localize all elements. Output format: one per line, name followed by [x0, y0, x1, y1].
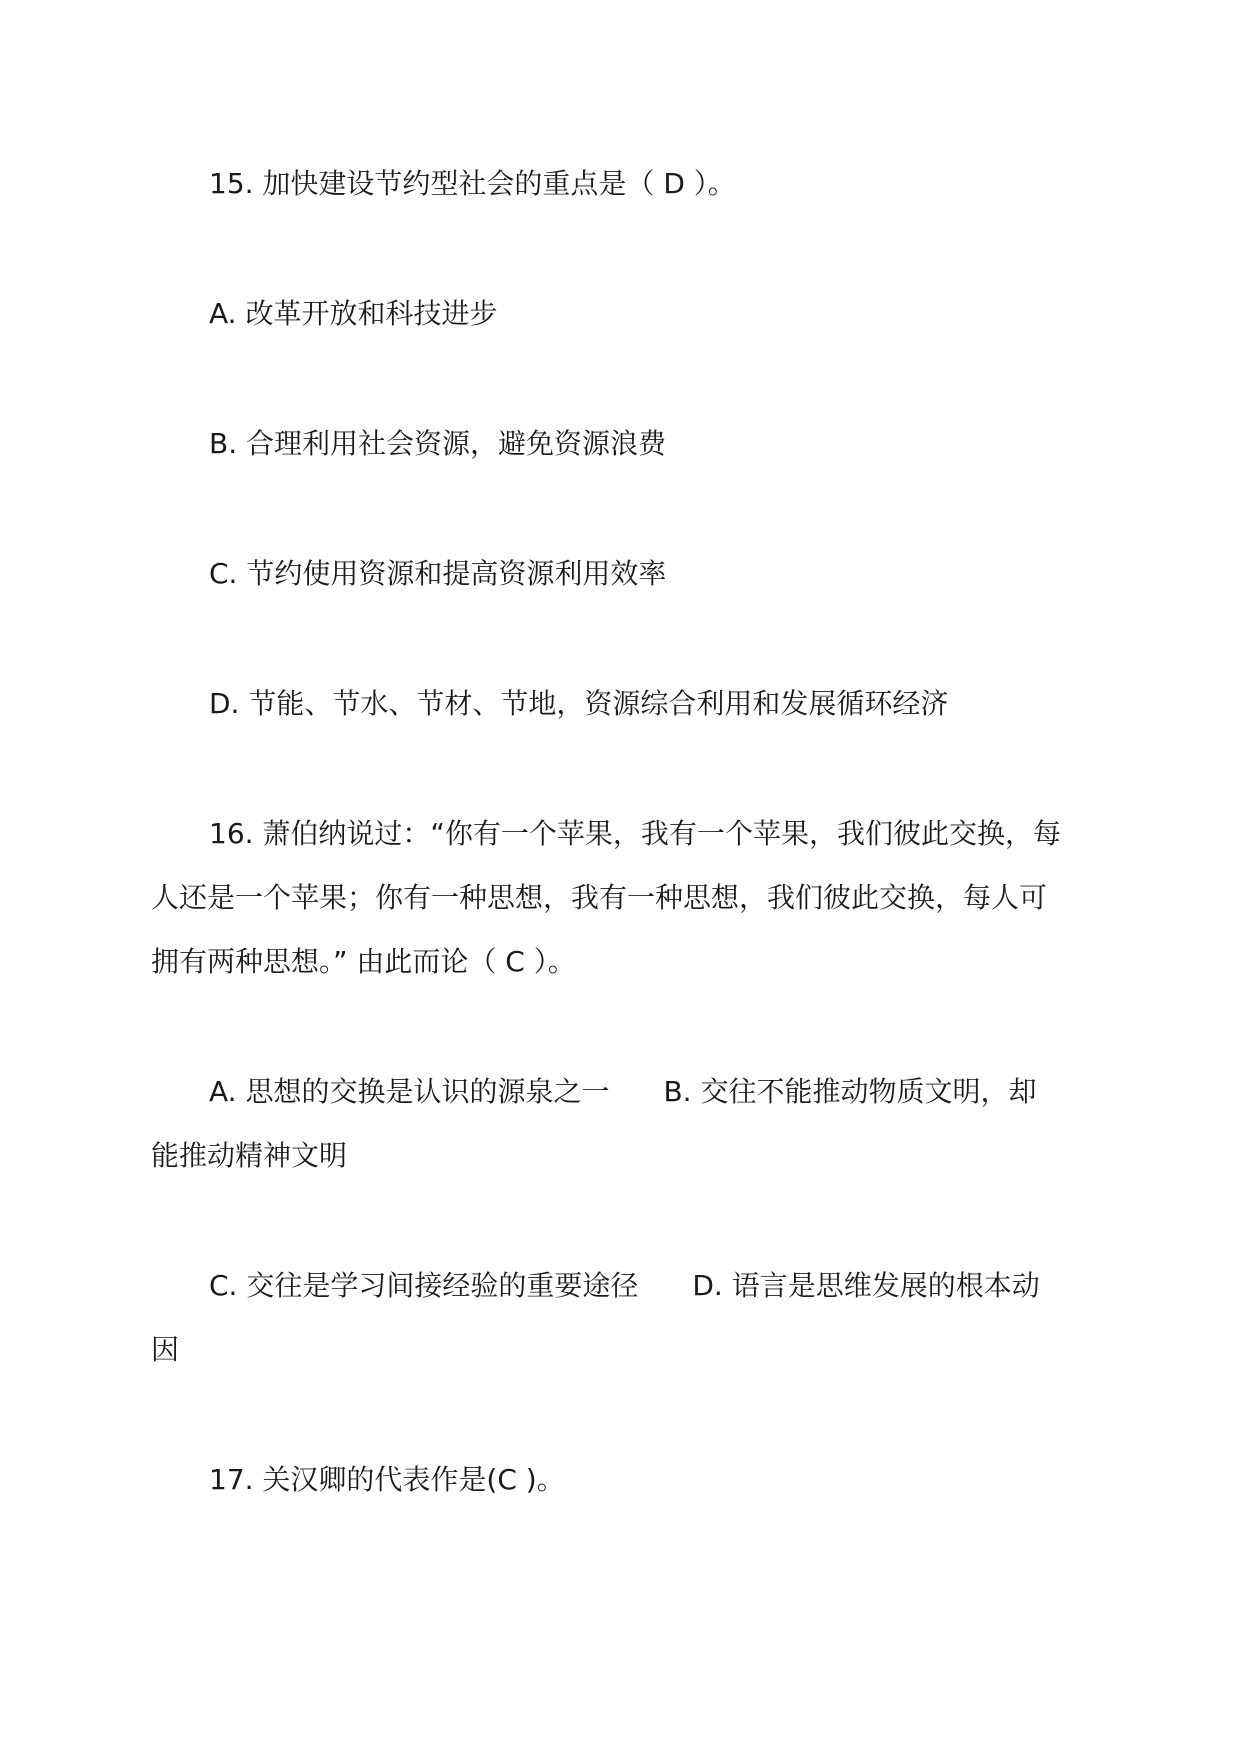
question-15-option-d: D. 节能、节水、节材、节地，资源综合利用和发展循环经济: [209, 687, 949, 720]
question-16-stem-line-2: 人还是一个苹果；你有一种思想，我有一种思想，我们彼此交换，每人可: [151, 881, 1048, 914]
question-16-options-row-2: [209, 1266, 1040, 1306]
question-15-option-a: A. 改革开放和科技进步: [209, 297, 498, 330]
question-16-option-d: D. 语言是思维发展的根本动: [692, 1269, 1040, 1302]
question-17-stem: 17. 关汉卿的代表作是(C )。: [209, 1463, 565, 1496]
question-16-stem-line-1: 16. 萧伯纳说过：“你有一个苹果，我有一个苹果，我们彼此交换，每: [209, 817, 1061, 850]
question-16-stem-line-3: 拥有两种思想。” 由此而论（ C ）。: [151, 945, 576, 978]
question-16-option-b: B. 交往不能推动物质文明，却: [663, 1075, 1037, 1108]
question-16-option-b-continued: 能推动精神文明: [151, 1139, 348, 1172]
question-15-option-c: C. 节约使用资源和提高资源利用效率: [209, 557, 667, 590]
question-16-option-d-continued: 因: [151, 1333, 180, 1366]
question-16-option-a: A. 思想的交换是认识的源泉之一: [209, 1075, 610, 1108]
question-15-stem: 15. 加快建设节约型社会的重点是（ D ）。: [209, 167, 736, 200]
question-16-option-c: C. 交往是学习间接经验的重要途径: [209, 1269, 639, 1302]
question-15-option-b: B. 合理利用社会资源，避免资源浪费: [209, 427, 667, 460]
question-16-options-row-1: [209, 1072, 1036, 1112]
